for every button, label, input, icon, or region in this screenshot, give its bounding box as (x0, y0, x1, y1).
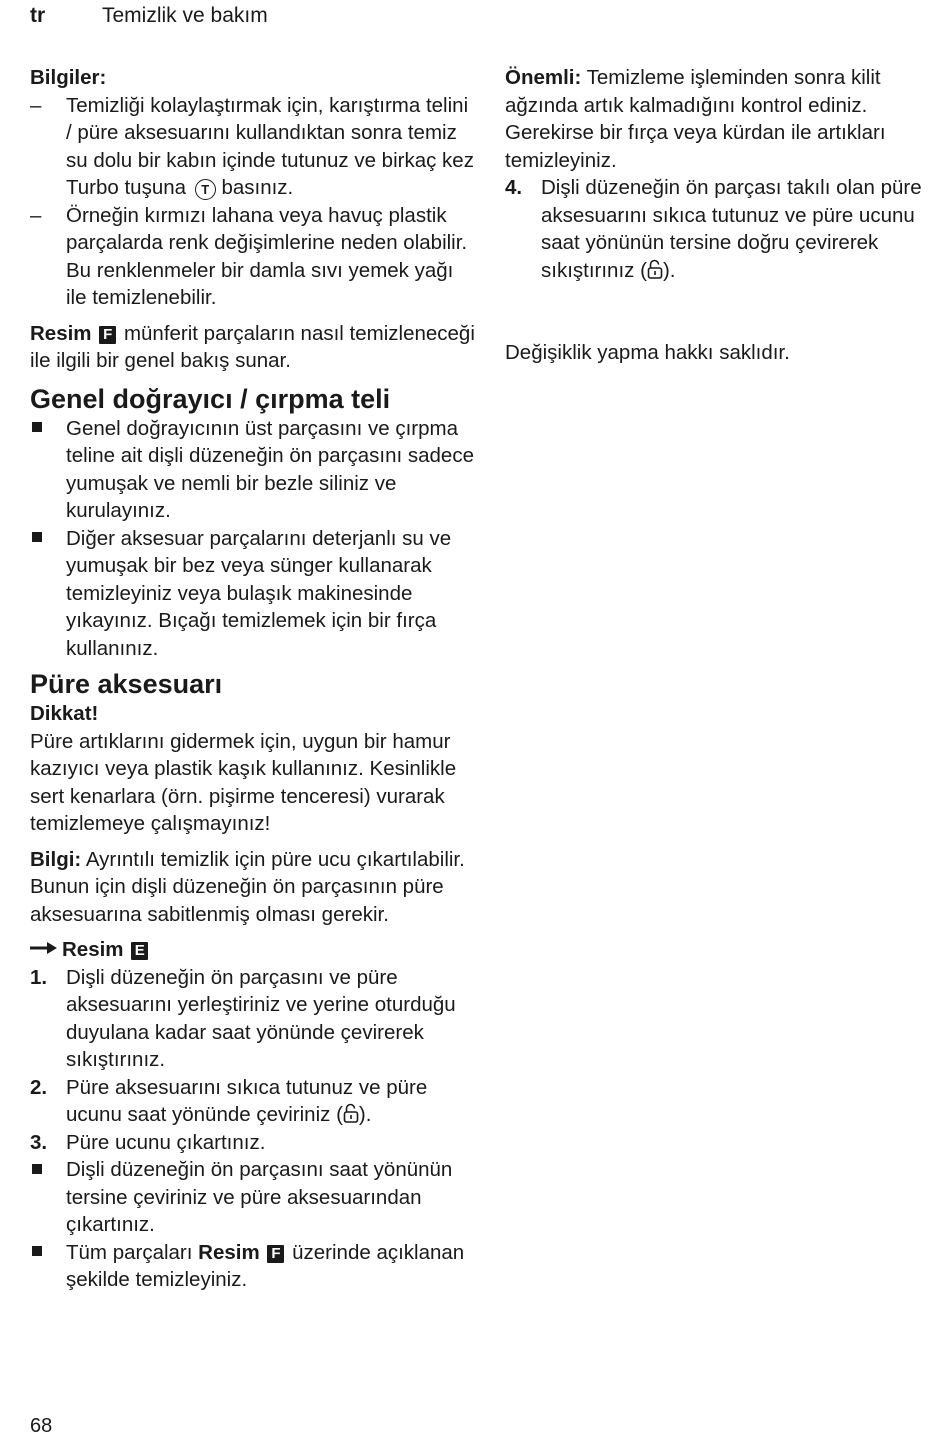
figure-f-reference (30, 320, 478, 375)
step-text-close: ). (662, 258, 676, 282)
info-note-text: Ayrıntılı temizlik için püre ucu çıkartılabilir. Bunun için dişli düzeneğin ön parçasının püre aksesuarına sabitlenmiş olması gerekir. (30, 847, 465, 926)
figure-tag: F (267, 1245, 284, 1263)
numbered-step (30, 1129, 478, 1157)
list-item-text: Diğer aksesuar parçalarını deterjanlı su ve yumuşak bir bez veya sünger kullanarak temizleyiniz veya bulaşık makinesinde yıkayınız. Bıçağı temizlemek için bir fırça kullanınız. (66, 526, 452, 660)
caution-text: Püre artıklarını gidermek için, uygun bir hamur kazıyıcı veya plastik kaşık kullanınız. Kesinlikle sert kenarlara (örn. pişirme tenceresi) vurarak temizlemeye çalışmayınız! (30, 729, 457, 835)
list-item (30, 415, 478, 525)
step-number: 3. (30, 1130, 48, 1154)
page-number: 68 (30, 1415, 53, 1437)
square-bullet-icon (30, 1156, 66, 1239)
square-bullet-icon (30, 525, 66, 663)
list-item (30, 202, 478, 312)
info-label: Bilgi: (30, 847, 82, 871)
language-code: tr (30, 4, 46, 27)
unlock-icon (343, 1103, 359, 1123)
list-item-text-after: üzerinde açıklanan şekilde temizleyiniz. (66, 1240, 465, 1291)
info-heading: Bilgiler: (30, 66, 107, 89)
step-text-close: ). (358, 1103, 372, 1126)
turbo-button-icon: T (195, 179, 216, 200)
step-text: Püre aksesuarını sıkıca tutunuz ve püre ucunu saat yönünde çeviriniz ( (66, 1075, 428, 1126)
important-label: Önemli: (505, 66, 582, 89)
figure-tag: F (99, 326, 116, 344)
info-item-text: Örneğin kırmızı lahana veya havuç plastik parçalarda renk değişimlerine neden olabilir. Bu renklenmeler bir damla sıvı yemek yağı ile temizlenebilir. (66, 203, 468, 309)
figure-tag: E (131, 942, 148, 960)
step-number: 2. (30, 1075, 48, 1099)
figure-e-reference (30, 936, 478, 964)
important-text: Temizleme işleminden sonra kilit ağzında artık kalmadığını kontrol ediniz. Gerekirse bir fırça veya kürdan ile artıkları temizleyiniz. (505, 66, 886, 172)
important-note (505, 64, 945, 174)
figure-f-text: münferit parçaların nasıl temizleneceği ile ilgili bir genel bakış sunar. (30, 321, 475, 372)
list-item (30, 1239, 478, 1294)
figure-label: Resim (198, 1240, 260, 1264)
left-column (30, 64, 478, 1294)
rights-notice: Değişiklik yapma hakkı saklıdır. (505, 341, 790, 364)
list-item (30, 1156, 478, 1239)
dash-marker: – (30, 93, 42, 117)
square-bullet-icon (30, 415, 66, 525)
right-column (505, 64, 945, 367)
arrow-right-icon (30, 941, 58, 955)
step-text: Dişli düzeneğin ön parçası takılı olan püre aksesuarını sıkıca tutunuz ve püre ucunu saat yönünün tersine doğru çevirerek sıkıştırınız ( (541, 176, 922, 282)
list-item-text: Dişli düzeneğin ön parçasını saat yönünün tersine çeviriniz ve püre aksesuarından çıkartınız. (66, 1158, 453, 1236)
section-heading-chopper: Genel doğrayıcı / çırpma teli (30, 383, 391, 414)
square-bullet-icon (30, 1239, 66, 1294)
page-header (30, 4, 268, 28)
figure-label: Resim (30, 321, 92, 345)
dash-marker: – (30, 203, 42, 227)
caution-heading: Dikkat! (30, 702, 99, 725)
info-note (30, 846, 478, 929)
section-heading-puree: Püre aksesuarı (30, 669, 223, 699)
numbered-step (505, 174, 945, 284)
numbered-step (30, 964, 478, 1074)
numbered-step (30, 1074, 478, 1129)
info-item-text-after: basınız. (221, 176, 294, 199)
list-item (30, 525, 478, 663)
step-number: 4. (505, 176, 523, 199)
list-item (30, 92, 478, 202)
step-number: 1. (30, 965, 48, 989)
unlock-icon (647, 259, 663, 279)
info-item-text: Temizliği kolaylaştırmak için, karıştırma telini / püre aksesuarını kullandıktan sonra temiz su dolu bir kabın içinde tutunuz ve birkaç kez Turbo tuşuna (66, 93, 474, 199)
list-item-text: Genel doğrayıcının üst parçasını ve çırpma teline ait dişli düzeneğin ön parçasını sadece yumuşak ve nemli bir bezle siliniz ve kurulayınız. (66, 416, 474, 522)
list-item-text: Tüm parçaları (66, 1240, 193, 1264)
figure-label: Resim (62, 938, 124, 961)
section-title: Temizlik ve bakım (102, 4, 268, 27)
step-text: Dişli düzeneğin ön parçasını ve püre aksesuarını yerleştiriniz ve yerine oturduğu duyulana kadar saat yönünde çevirerek sıkıştırınız. (66, 965, 456, 1071)
step-text: Püre ucunu çıkartınız. (66, 1130, 266, 1154)
